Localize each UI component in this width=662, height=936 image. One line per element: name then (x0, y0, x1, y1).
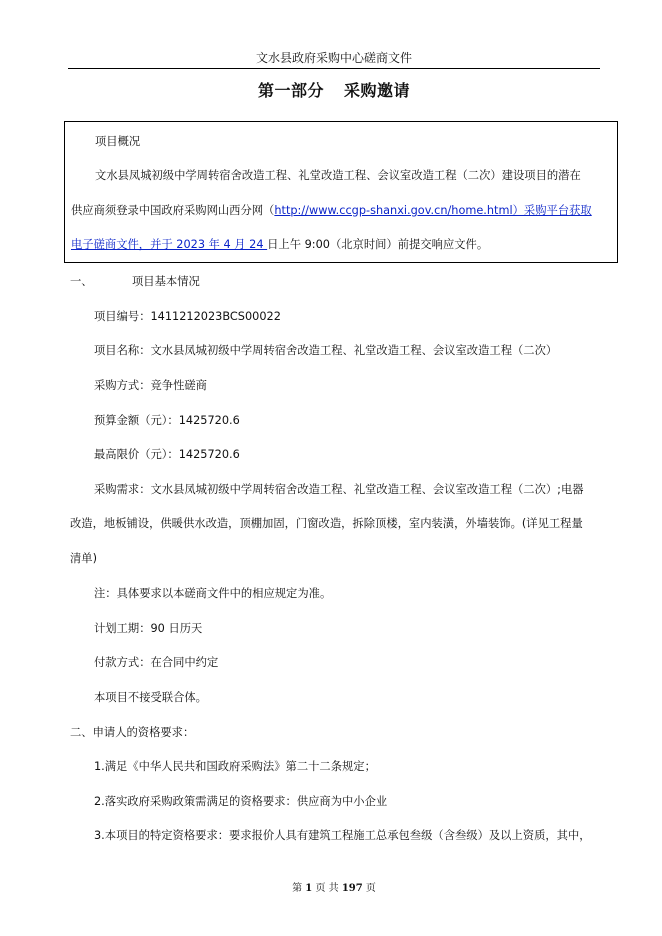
footer-middle: 页 共 (315, 883, 339, 894)
qualification-item-2: 2.落实政府采购政策需满足的资格要求：供应商为中小企业 (94, 795, 388, 808)
footer-prefix: 第 (292, 883, 303, 894)
qualification-item-1: 1.满足《中华人民共和国政府采购法》第二十二条规定； (94, 760, 376, 773)
requirements-note: 注：具体要求以本磋商文件中的相应规定为准。 (94, 587, 332, 600)
overview-line-2 (71, 203, 592, 219)
overview-line-3-text: 日上午 9:00（北京时间）前提交响应文件。 (267, 238, 489, 251)
consortium-policy: 本项目不接受联合体。 (94, 691, 207, 704)
header-divider (68, 68, 600, 69)
procurement-method: 采购方式：竞争性磋商 (94, 379, 207, 392)
document-download-link[interactable]: 电子磋商文件，并于 2023 年 4 月 24 (71, 238, 268, 251)
procurement-demand-line-2: 改造，地板铺设，供暖供水改造，顶棚加固，门窗改造，拆除顶楼，室内装潢，外墙装饰。(详见工程量 (70, 517, 583, 530)
part-title (68, 80, 600, 102)
budget-amount: 预算金额（元）：1425720.6 (94, 414, 240, 427)
overview-line-2-text: 供应商须登录中国政府采购网山西分网（ (71, 204, 275, 217)
section-2-heading: 二、申请人的资格要求： (70, 726, 195, 739)
qualification-item-3: 3.本项目的特定资格要求：要求报价人具有建筑工程施工总承包叁级（含叁级）及以上资质，其中， (94, 829, 591, 842)
overview-heading: 项目概况 (95, 135, 141, 148)
overview-line-1: 文水县凤城初级中学周转宿舍改造工程、礼堂改造工程、会议室改造工程（二次）建设项目的潜在 (95, 169, 581, 182)
document-header: 文水县政府采购中心磋商文件 (255, 51, 412, 65)
procurement-demand-line-3: 清单) (70, 552, 98, 565)
project-number: 项目编号：1411212023BCS00022 (94, 310, 281, 323)
section-1-heading (70, 274, 200, 290)
max-price: 最高限价（元）：1425720.6 (94, 448, 240, 461)
total-page-count: 197 (341, 883, 363, 894)
project-name: 项目名称：文水县凤城初级中学周转宿舍改造工程、礼堂改造工程、会议室改造工程（二次） (94, 344, 558, 357)
construction-period: 计划工期：90 日历天 (94, 622, 203, 635)
procurement-demand-line-1: 采购需求：文水县凤城初级中学周转宿舍改造工程、礼堂改造工程、会议室改造工程（二次）;电器 (94, 483, 584, 496)
part-name: 采购邀请 (344, 81, 411, 100)
part-number: 第一部分 (257, 81, 324, 100)
section-1-title: 项目基本情况 (132, 275, 200, 288)
section-1-number: 一、 (70, 275, 93, 288)
current-page-number: 1 (305, 883, 313, 894)
page-footer (68, 882, 600, 896)
procurement-site-link[interactable]: http://www.ccgp-shanxi.gov.cn/home.html）采购平台获取 (274, 204, 592, 217)
payment-method: 付款方式：在合同中约定 (94, 656, 219, 669)
footer-suffix: 页 (365, 883, 376, 894)
overview-line-3 (71, 237, 488, 253)
project-overview-box (64, 121, 618, 263)
